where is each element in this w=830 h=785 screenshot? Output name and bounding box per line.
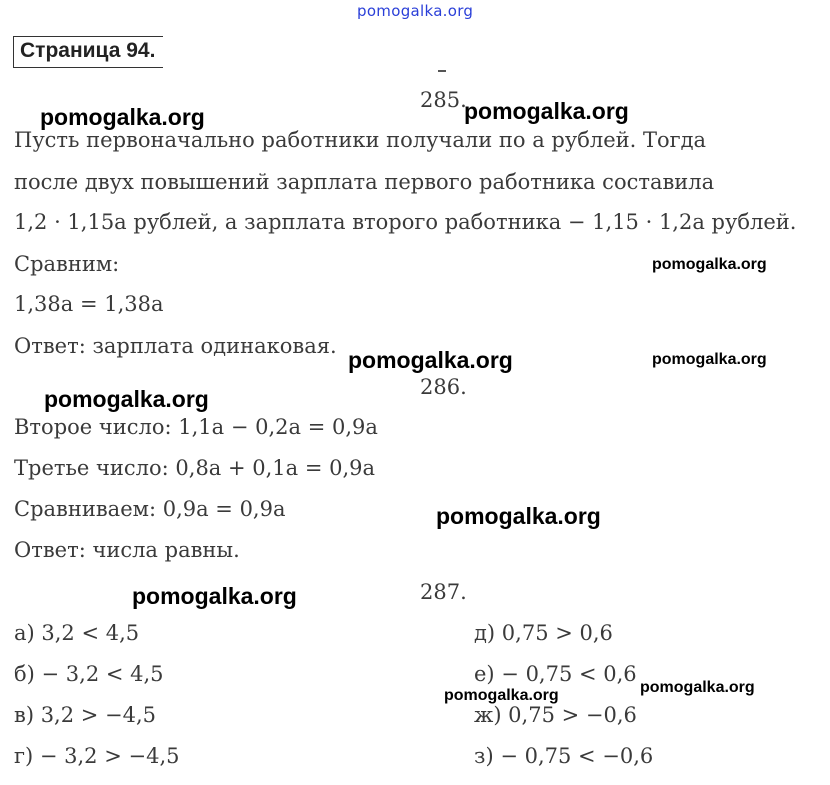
watermark: pomogalka.org xyxy=(132,583,297,609)
task-287-item: а) 3,2 < 4,5 xyxy=(14,621,140,645)
watermark: pomogalka.org xyxy=(348,347,513,373)
task-285-line: Сравним: xyxy=(14,252,120,276)
watermark: pomogalka.org xyxy=(444,687,559,704)
task-287-item: б) − 3,2 < 4,5 xyxy=(14,662,164,686)
task-287-item: з) − 0,75 < −0,6 xyxy=(474,744,654,768)
watermark-top: pomogalka.org xyxy=(357,2,474,20)
task-285-answer: Ответ: зарплата одинаковая. xyxy=(14,334,337,358)
task-286-answer: Ответ: числа равны. xyxy=(14,538,240,562)
watermark: pomogalka.org xyxy=(652,256,767,273)
watermark: pomogalka.org xyxy=(464,98,629,124)
task-286-line: Второе число: 1,1a − 0,2a = 0,9a xyxy=(14,415,378,439)
task-286-line: Третье число: 0,8a + 0,1a = 0,9a xyxy=(14,456,376,480)
task-285-line: 1,38a = 1,38a xyxy=(14,292,164,316)
watermark: pomogalka.org xyxy=(40,104,205,130)
task-285-line: 1,2 · 1,15a рублей, а зарплата второго работника − 1,15 · 1,2a рублей. xyxy=(14,210,797,234)
task-287-number: 287. xyxy=(420,580,467,604)
watermark: pomogalka.org xyxy=(44,386,209,412)
task-287-item: ж) 0,75 > −0,6 xyxy=(474,703,637,727)
task-287-item: г) − 3,2 > −4,5 xyxy=(14,744,180,768)
watermark: pomogalka.org xyxy=(652,351,767,368)
watermark: pomogalka.org xyxy=(640,679,755,696)
watermark: pomogalka.org xyxy=(436,503,601,529)
task-286-line: Сравниваем: 0,9a = 0,9a xyxy=(14,497,286,521)
task-287-item: е) − 0,75 < 0,6 xyxy=(474,662,637,686)
task-287-item: в) 3,2 > −4,5 xyxy=(14,703,157,727)
task-286-number: 286. xyxy=(420,375,467,399)
task-285-line: Пусть первоначально работники получали по a рублей. Тогда xyxy=(14,128,707,152)
task-285-line: после двух повышений зарплата первого работника составила xyxy=(14,170,715,194)
dash-mark xyxy=(438,70,446,72)
task-287-item: д) 0,75 > 0,6 xyxy=(474,621,613,645)
page-label: Страница 94. xyxy=(13,36,163,68)
task-285-number: 285. xyxy=(420,88,467,112)
